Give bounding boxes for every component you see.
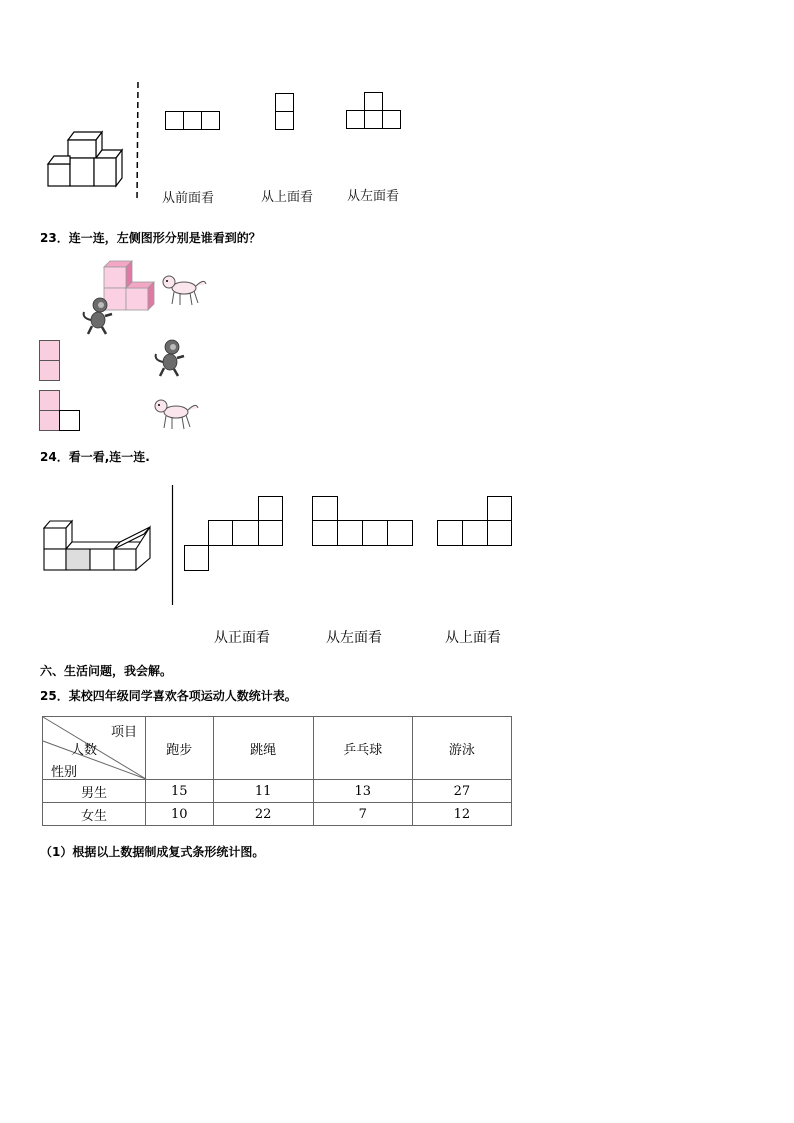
monkey-icon-2 — [152, 338, 186, 378]
table-row — [43, 803, 512, 826]
cube-stack-figure — [44, 128, 134, 190]
row-label: 女生 — [43, 803, 146, 826]
label-top-view-24: 从上面看 — [445, 630, 501, 646]
col-header: 跳绳 — [213, 717, 313, 780]
section-6-title: 六、生活问题，我会解。 — [40, 664, 173, 678]
diag-label-count: 人数 — [71, 743, 98, 758]
label-left-view-24: 从左面看 — [326, 630, 382, 646]
table-cell: 15 — [146, 780, 213, 803]
table-row — [43, 780, 512, 803]
question-23-title: 23．连一连，左侧图形分别是谁看到的？ — [40, 231, 261, 245]
label-front-view-24: 从正面看 — [214, 630, 270, 646]
question-24-title: 24．看一看,连一连. — [40, 450, 150, 464]
dog-icon — [160, 272, 208, 308]
question-25-title: 25．某校四年级同学喜欢各项运动人数统计表。 — [40, 689, 297, 703]
diagonal-header-cell — [43, 717, 146, 780]
diag-label-gender: 性别 — [51, 765, 78, 780]
dashed-divider — [136, 82, 140, 202]
col-header: 游泳 — [412, 717, 511, 780]
sports-stats-table — [42, 716, 512, 826]
table-cell: 22 — [213, 803, 313, 826]
question-25-sub1: （1）根据以上数据制成复式条形统计图。 — [40, 845, 265, 859]
table-cell: 12 — [412, 803, 511, 826]
row-label: 男生 — [43, 780, 146, 803]
table-cell: 10 — [146, 803, 213, 826]
col-header: 跑步 — [146, 717, 213, 780]
cube-row-figure — [42, 518, 154, 574]
monkey-icon — [80, 296, 114, 336]
table-cell: 7 — [313, 803, 412, 826]
label-top-view: 从上面看 — [261, 190, 314, 205]
solid-divider — [171, 485, 174, 605]
table-cell: 11 — [213, 780, 313, 803]
table-cell: 13 — [313, 780, 412, 803]
dog-icon-2 — [152, 396, 200, 432]
label-front-view: 从前面看 — [162, 191, 215, 206]
table-cell: 27 — [412, 780, 511, 803]
col-header: 乒乓球 — [313, 717, 412, 780]
diag-label-project: 项目 — [111, 725, 138, 740]
label-left-view: 从左面看 — [347, 189, 400, 204]
